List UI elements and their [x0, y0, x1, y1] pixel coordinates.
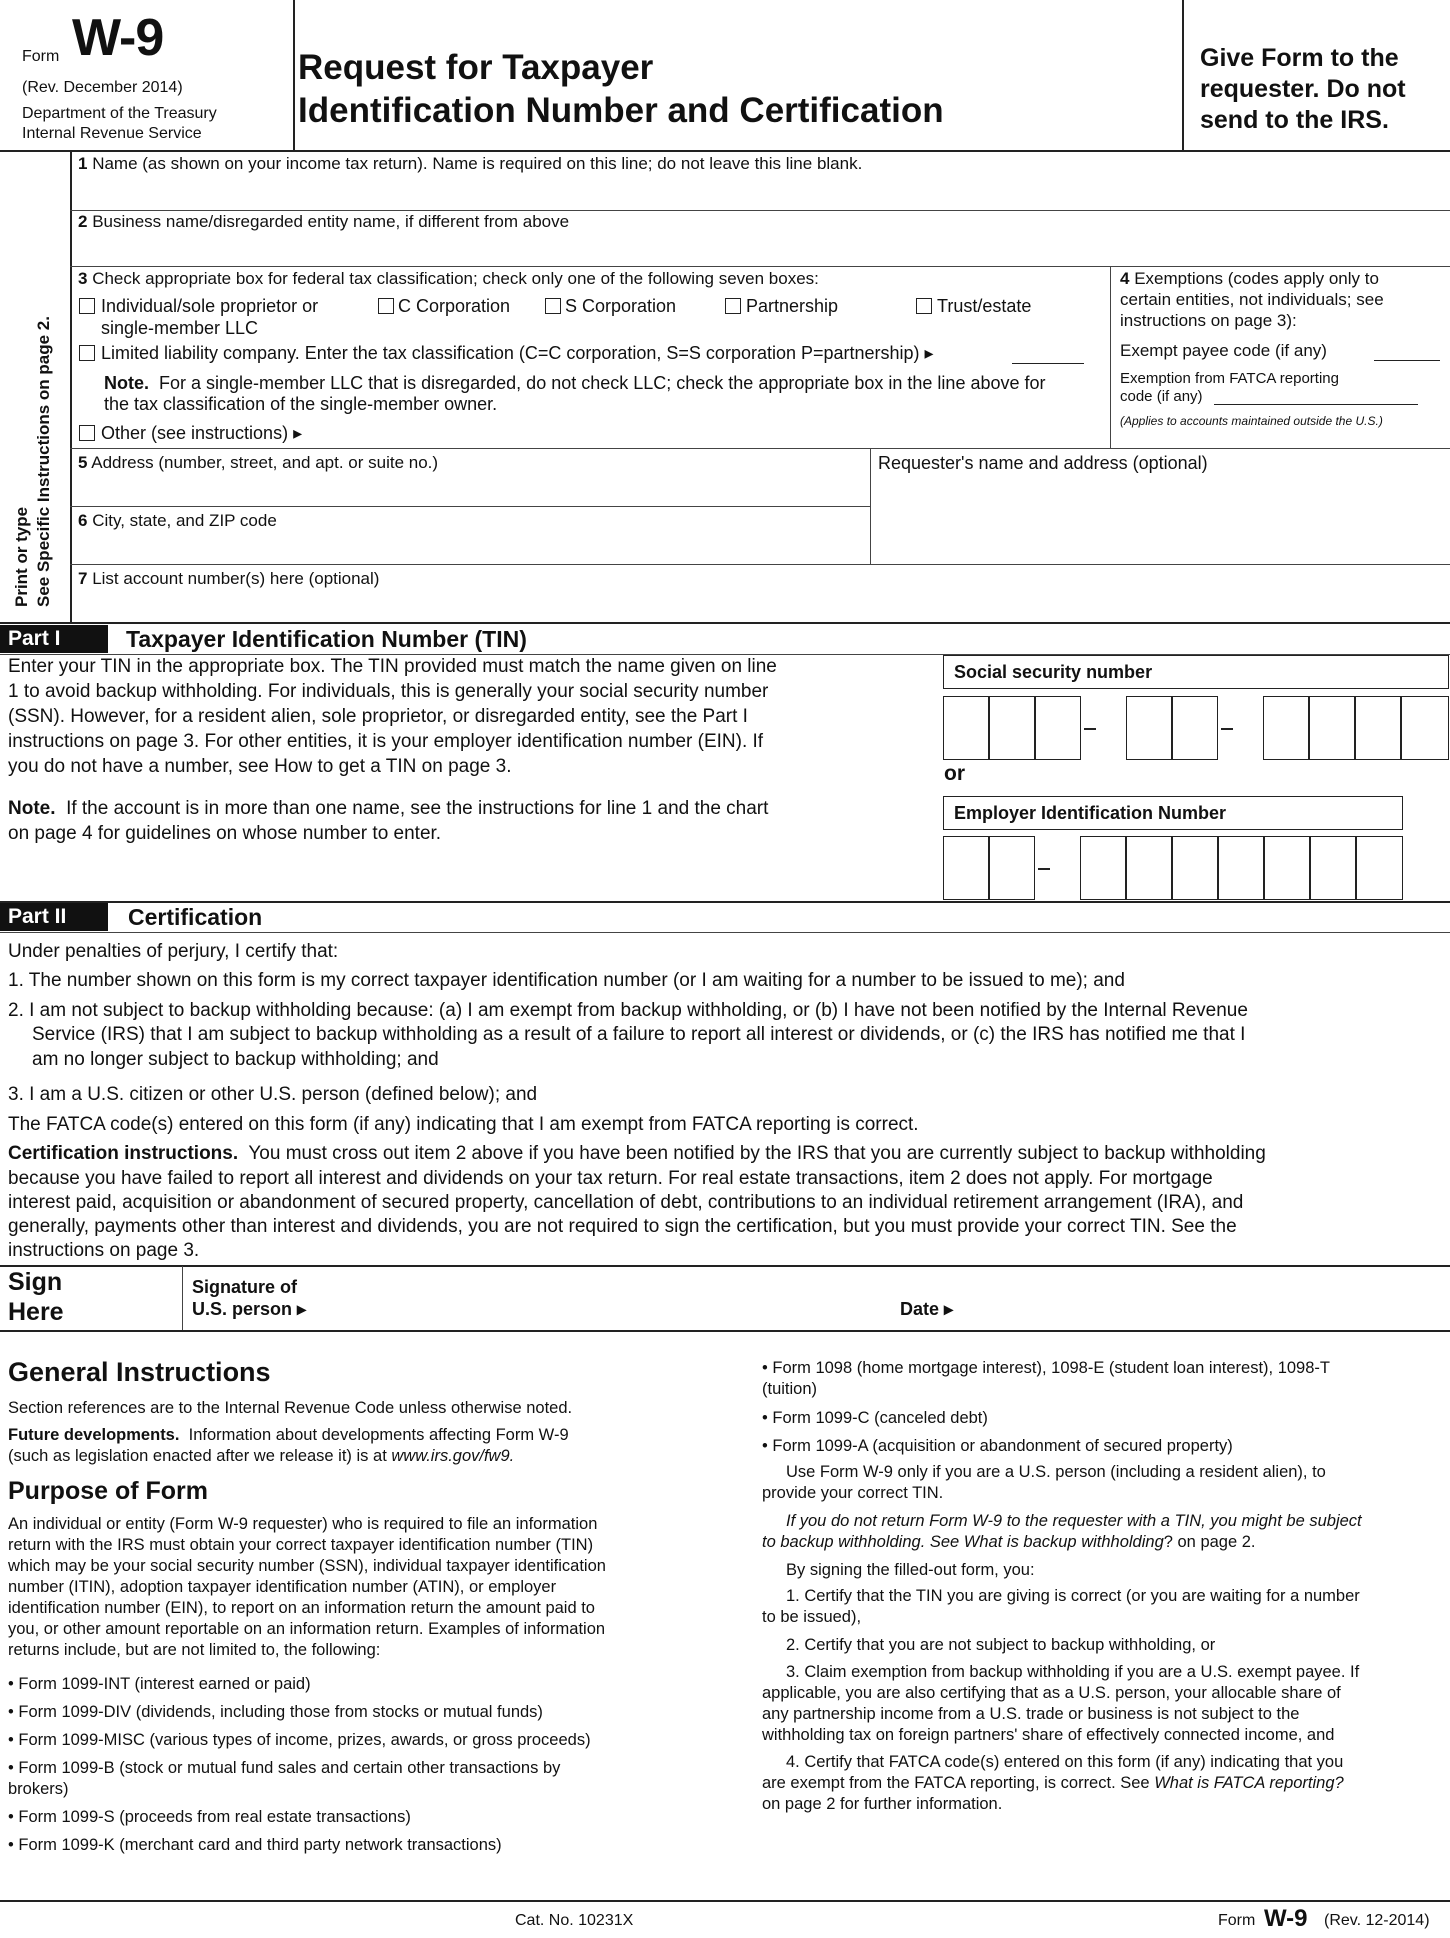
here-label: Here — [8, 1298, 64, 1326]
form-number: W-9 — [72, 9, 164, 67]
fatca-label-2: code (if any) — [1120, 388, 1203, 405]
purpose-text-6: you, or other amount reportable on an information return. Examples of information — [8, 1620, 606, 1638]
certify-point-3d: withholding tax on foreign partners' share of effectively connected income, and — [762, 1726, 1335, 1744]
exempt-payee-label: Exempt payee code (if any) — [1120, 341, 1327, 360]
llc-label: Limited liability company. Enter the tax classification (C=C corporation, S=S corporation P=partnership) ▸ — [101, 343, 934, 363]
ssn-label: Social security number — [954, 662, 1153, 682]
line7-label: 7 List account number(s) here (optional) — [78, 569, 380, 588]
ssn-digit[interactable] — [1263, 696, 1309, 760]
certify-point-4c: on page 2 for further information. — [762, 1795, 1003, 1813]
give-form-line3: send to the IRS. — [1200, 106, 1389, 134]
ein-digit[interactable] — [1080, 836, 1126, 900]
exempt-payee-input[interactable] — [1374, 343, 1440, 361]
ein-digit[interactable] — [1310, 836, 1356, 900]
c-corporation-checkbox[interactable] — [378, 298, 394, 314]
list-item: • Form 1099-MISC (various types of income, prizes, awards, or gross proceeds) — [8, 1731, 591, 1749]
certify-point-2: 2. Certify that you are not subject to backup withholding, or — [786, 1636, 1216, 1654]
part1-text-2: 1 to avoid backup withholding. For individuals, this is generally your social security number — [8, 681, 769, 702]
exemptions-label-1: 4 Exemptions (codes apply only to — [1120, 269, 1379, 288]
certify-intro: Under penalties of perjury, I certify that: — [8, 941, 339, 962]
revision-date: (Rev. December 2014) — [22, 79, 183, 96]
fatca-label-1: Exemption from FATCA reporting — [1120, 370, 1339, 387]
give-form-line1: Give Form to the — [1200, 44, 1399, 72]
or-label: or — [944, 762, 965, 785]
ein-dash — [1038, 868, 1050, 870]
ssn-dash — [1221, 728, 1233, 730]
purpose-text-5: identification number (EIN), to report on an information return the amount paid to — [8, 1599, 595, 1617]
cert-instructions-5: instructions on page 3. — [8, 1240, 200, 1261]
list-item: • Form 1099-K (merchant card and third party network transactions) — [8, 1836, 502, 1854]
other-label: Other (see instructions) ▸ — [101, 423, 303, 443]
certify-point-3c: any partnership income from a U.S. trade or business is not subject to the — [762, 1705, 1300, 1723]
use-form-text-2: provide your correct TIN. — [762, 1484, 944, 1502]
cert-instructions-4: generally, payments other than interest and dividends, you are not required to sign the certification, but you must provide your correct TIN. See the — [8, 1216, 1237, 1237]
part1-text-3: (SSN). However, for a resident alien, sole proprietor, or disregarded entity, see the Part I — [8, 706, 748, 727]
c-corporation-label: C Corporation — [398, 296, 511, 316]
certify-item-2b: Service (IRS) that I am subject to backup withholding as a result of a failure to report all interest or dividends, or (c) the IRS has notified me that I — [32, 1024, 1246, 1045]
list-item: • Form 1099-A (acquisition or abandonment of secured property) — [762, 1437, 1233, 1455]
ssn-digit[interactable] — [1172, 696, 1218, 760]
ssn-digit[interactable] — [1355, 696, 1401, 760]
certify-point-3a: 3. Claim exemption from backup withholding if you are a U.S. exempt payee. If — [786, 1663, 1360, 1681]
llc-note-line1: Note. For a single-member LLC that is disregarded, do not check LLC; check the appropriate box in the line above for — [104, 373, 1046, 393]
form-title-line2: Identification Number and Certification — [298, 91, 944, 130]
part1-text-4: instructions on page 3. For other entities, it is your employer identification number (EIN). If — [8, 731, 764, 752]
footer-revision: (Rev. 12-2014) — [1324, 1912, 1430, 1929]
list-item: • Form 1099-S (proceeds from real estate transactions) — [8, 1808, 411, 1826]
certify-fatca: The FATCA code(s) entered on this form (if any) indicating that I am exempt from FATCA reporting is correct. — [8, 1114, 919, 1135]
ein-digit[interactable] — [1172, 836, 1218, 900]
agency: Internal Revenue Service — [22, 125, 202, 142]
department: Department of the Treasury — [22, 105, 217, 122]
use-form-text-1: Use Form W-9 only if you are a U.S. person (including a resident alien), to — [786, 1463, 1326, 1481]
individual-label-2: single-member LLC — [101, 318, 259, 338]
general-instructions-heading: General Instructions — [8, 1357, 271, 1387]
ssn-digit[interactable] — [943, 696, 989, 760]
ssn-digit[interactable] — [1401, 696, 1449, 760]
line6-label: 6 City, state, and ZIP code — [78, 511, 277, 530]
backup-warning-1: If you do not return Form W-9 to the requester with a TIN, you might be subject — [786, 1512, 1362, 1530]
part1-text-5: you do not have a number, see How to get a TIN on page 3. — [8, 756, 512, 777]
s-corporation-checkbox[interactable] — [545, 298, 561, 314]
future-developments-2: (such as legislation enacted after we release it) is at www.irs.gov/fw9. — [8, 1447, 515, 1465]
ssn-digit[interactable] — [1035, 696, 1081, 760]
purpose-text-2: return with the IRS must obtain your correct taxpayer identification number (TIN) — [8, 1536, 594, 1554]
certify-point-4b: are exempt from the FATCA reporting, is correct. See What is FATCA reporting? — [762, 1774, 1344, 1792]
individual-label: Individual/sole proprietor or — [101, 296, 319, 316]
part1-title: Taxpayer Identification Number (TIN) — [126, 626, 527, 652]
list-item-cont: (tuition) — [762, 1380, 818, 1398]
footer-form-number: W-9 — [1264, 1905, 1308, 1932]
list-item: • Form 1099-INT (interest earned or paid) — [8, 1675, 311, 1693]
list-item: • Form 1099-DIV (dividends, including those from stocks or mutual funds) — [8, 1703, 543, 1721]
city-state-zip-input[interactable] — [72, 530, 868, 562]
date-label: Date ▸ — [900, 1299, 954, 1319]
form-word: Form — [22, 48, 60, 65]
see-instructions-label: See Specific Instructions on page 2. — [34, 316, 53, 607]
line5-label: 5 Address (number, street, and apt. or suite no.) — [78, 453, 439, 472]
certify-item-2a: 2. I am not subject to backup withholding because: (a) I am exempt from backup withholding, or (b) I have not been notified by the Internal Revenue — [8, 1000, 1248, 1021]
ssn-digit[interactable] — [1309, 696, 1355, 760]
print-or-type-label: Print or type — [12, 506, 31, 607]
purpose-text-7: returns include, but are not limited to, the following: — [8, 1641, 381, 1659]
certify-point-3b: applicable, you are also certifying that as a U.S. person, your allocable share of — [762, 1684, 1341, 1702]
part2-label: Part II — [0, 903, 108, 931]
certify-point-4a: 4. Certify that FATCA code(s) entered on this form (if any) indicating that you — [786, 1753, 1344, 1771]
certify-point-1a: 1. Certify that the TIN you are giving is correct (or you are waiting for a number — [786, 1587, 1360, 1605]
fatca-applies-note: (Applies to accounts maintained outside the U.S.) — [1120, 414, 1383, 428]
list-item-cont: brokers) — [8, 1780, 69, 1798]
address-input[interactable] — [72, 472, 868, 506]
llc-note-line2: the tax classification of the single-member owner. — [104, 394, 498, 414]
irs-url-link[interactable]: www.irs.gov/fw9. — [391, 1447, 515, 1465]
form-title-line1: Request for Taxpayer — [298, 48, 654, 87]
business-name-input[interactable] — [72, 232, 1448, 266]
purpose-text-3: which may be your social security number (SSN), individual taxpayer identification — [8, 1557, 606, 1575]
line1-label: 1 Name (as shown on your income tax return). Name is required on this line; do not leave this line blank. — [78, 154, 863, 173]
by-signing-text: By signing the filled-out form, you: — [786, 1561, 1035, 1579]
ein-digit[interactable] — [1218, 836, 1264, 900]
partnership-checkbox[interactable] — [725, 298, 741, 314]
ein-digit[interactable] — [989, 836, 1035, 900]
ein-digit[interactable] — [1264, 836, 1310, 900]
signature-field[interactable] — [330, 1270, 890, 1326]
ein-digit[interactable] — [943, 836, 989, 900]
purpose-text-1: An individual or entity (Form W-9 requester) who is required to file an information — [8, 1515, 598, 1533]
part1-note-1: Note. If the account is in more than one name, see the instructions for line 1 and the chart — [8, 798, 769, 819]
section-references: Section references are to the Internal Revenue Code unless otherwise noted. — [8, 1399, 573, 1417]
list-item: • Form 1098 (home mortgage interest), 1098-E (student loan interest), 1098-T — [762, 1359, 1330, 1377]
requester-label: Requester's name and address (optional) — [878, 453, 1208, 473]
trust-estate-checkbox[interactable] — [916, 298, 932, 314]
part1-label: Part I — [0, 625, 108, 653]
part2-title: Certification — [128, 904, 263, 930]
cert-instructions-3: interest paid, acquisition or abandonment of secured property, cancellation of debt, contributions to an individual retirement arrangement (IRA), and — [8, 1192, 1244, 1213]
list-item: • Form 1099-C (canceled debt) — [762, 1409, 988, 1427]
ein-digit[interactable] — [1356, 836, 1403, 900]
llc-checkbox[interactable] — [79, 345, 95, 361]
future-developments-1: Future developments. Information about developments affecting Form W-9 — [8, 1426, 569, 1444]
backup-warning-2: to backup withholding. See What is backup withholding? on page 2. — [762, 1533, 1256, 1551]
individual-checkbox[interactable] — [79, 298, 95, 314]
list-item: • Form 1099-B (stock or mutual fund sales and certain other transactions by — [8, 1759, 561, 1777]
account-numbers-input[interactable] — [72, 588, 1448, 620]
cert-instructions-1: Certification instructions. You must cross out item 2 above if you have been notified by the IRS that you are currently subject to backup withholding — [8, 1143, 1266, 1164]
purpose-text-4: number (ITIN), adoption taxpayer identification number (ATIN), or employer — [8, 1578, 557, 1596]
cert-instructions-2: because you have failed to report all interest and dividends on your tax return. For real estate transactions, item 2 does not apply. For mortgage — [8, 1168, 1213, 1189]
line2-label: 2 Business name/disregarded entity name, if different from above — [78, 212, 570, 231]
exemptions-label-3: instructions on page 3): — [1120, 311, 1297, 330]
purpose-heading: Purpose of Form — [8, 1477, 209, 1505]
name-input[interactable] — [72, 174, 1448, 208]
ssn-digit[interactable] — [989, 696, 1035, 760]
other-checkbox[interactable] — [79, 425, 95, 441]
give-form-line2: requester. Do not — [1200, 75, 1406, 103]
s-corporation-label: S Corporation — [565, 296, 677, 316]
certify-point-1b: to be issued), — [762, 1608, 862, 1626]
ssn-digit[interactable] — [1126, 696, 1172, 760]
fatca-code-input[interactable] — [1214, 388, 1418, 405]
ein-digit[interactable] — [1126, 836, 1172, 900]
trust-estate-label: Trust/estate — [937, 296, 1032, 316]
partnership-label: Partnership — [746, 296, 839, 316]
ssn-dash — [1084, 728, 1096, 730]
llc-classification-input[interactable] — [1012, 345, 1084, 364]
certify-item-3: 3. I am a U.S. citizen or other U.S. person (defined below); and — [8, 1084, 538, 1105]
part1-note-2: on page 4 for guidelines on whose number to enter. — [8, 823, 442, 844]
part1-text-1: Enter your TIN in the appropriate box. The TIN provided must match the name given on line — [8, 656, 777, 677]
footer-form-word: Form — [1218, 1912, 1256, 1929]
signature-label-1: Signature of — [192, 1277, 298, 1297]
sign-label: Sign — [8, 1268, 63, 1296]
exemptions-label-2: certain entities, not individuals; see — [1120, 290, 1384, 309]
line3-label: 3 Check appropriate box for federal tax classification; check only one of the following seven boxes: — [78, 269, 819, 288]
catalog-number: Cat. No. 10231X — [515, 1912, 634, 1929]
certify-item-1: 1. The number shown on this form is my correct taxpayer identification number (or I am waiting for a number to be issued to me); and — [8, 970, 1125, 991]
date-field[interactable] — [970, 1270, 1446, 1326]
signature-label-2: U.S. person ▸ — [192, 1299, 307, 1319]
requester-input[interactable] — [874, 474, 1446, 562]
certify-item-2c: am no longer subject to backup withholding; and — [32, 1049, 439, 1070]
ein-label: Employer Identification Number — [954, 803, 1227, 823]
